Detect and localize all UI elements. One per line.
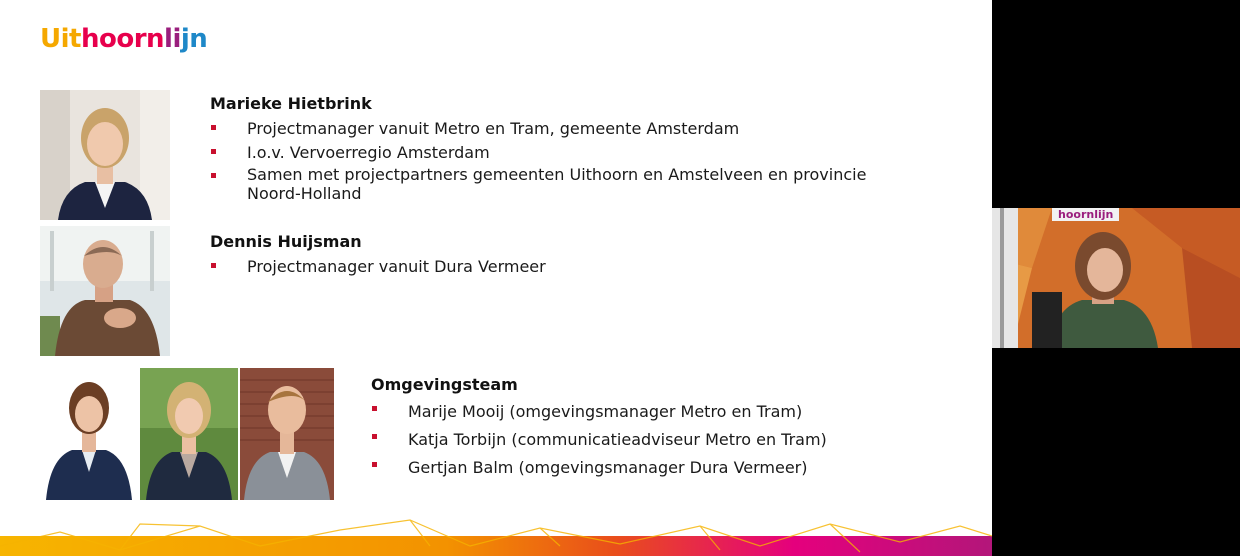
bullet-line: Samen met projectpartners gemeenten Uithoorn en Amstelveen en provincie — [247, 165, 867, 184]
bullets-dennis — [210, 255, 910, 279]
bullet-item: Marije Mooij (omgevingsmanager Metro en Tram) — [371, 398, 931, 426]
bullet-item: Katja Torbijn (communicatieadviseur Metro en Tram) — [371, 426, 931, 454]
bullet-line: Noord-Holland — [247, 184, 362, 203]
photo-katja-torbijn — [140, 368, 238, 500]
webcam-background-logo: hoornlijn — [1052, 208, 1119, 221]
photo-marije-mooij — [40, 368, 138, 500]
bullets-team — [371, 398, 931, 482]
bullet-item: I.o.v. Vervoerregio Amsterdam — [210, 141, 970, 165]
logo-part-2: hoorn — [80, 24, 165, 54]
uithoornlijn-logo — [40, 24, 207, 54]
bullets-marieke — [210, 117, 970, 203]
webcam-feed — [992, 208, 1240, 348]
decorative-footer-band — [0, 516, 992, 556]
photo-marieke-hietbrink — [40, 90, 170, 220]
logo-part-1: Uit — [40, 24, 81, 54]
team-title: Omgevingsteam — [371, 375, 518, 394]
photo-dennis-huijsman — [40, 226, 170, 356]
person-name-dennis: Dennis Huijsman — [210, 232, 362, 251]
person-name-marieke: Marieke Hietbrink — [210, 94, 372, 113]
logo-part-3: li — [164, 24, 181, 54]
bullet-item: Projectmanager vanuit Dura Vermeer — [210, 255, 910, 279]
photo-gertjan-balm — [240, 368, 334, 500]
bullet-item: Projectmanager vanuit Metro en Tram, gemeente Amsterdam — [210, 117, 970, 141]
bullet-item: Gertjan Balm (omgevingsmanager Dura Vermeer) — [371, 454, 931, 482]
logo-part-4: jn — [180, 24, 208, 54]
bullet-item — [210, 165, 970, 203]
